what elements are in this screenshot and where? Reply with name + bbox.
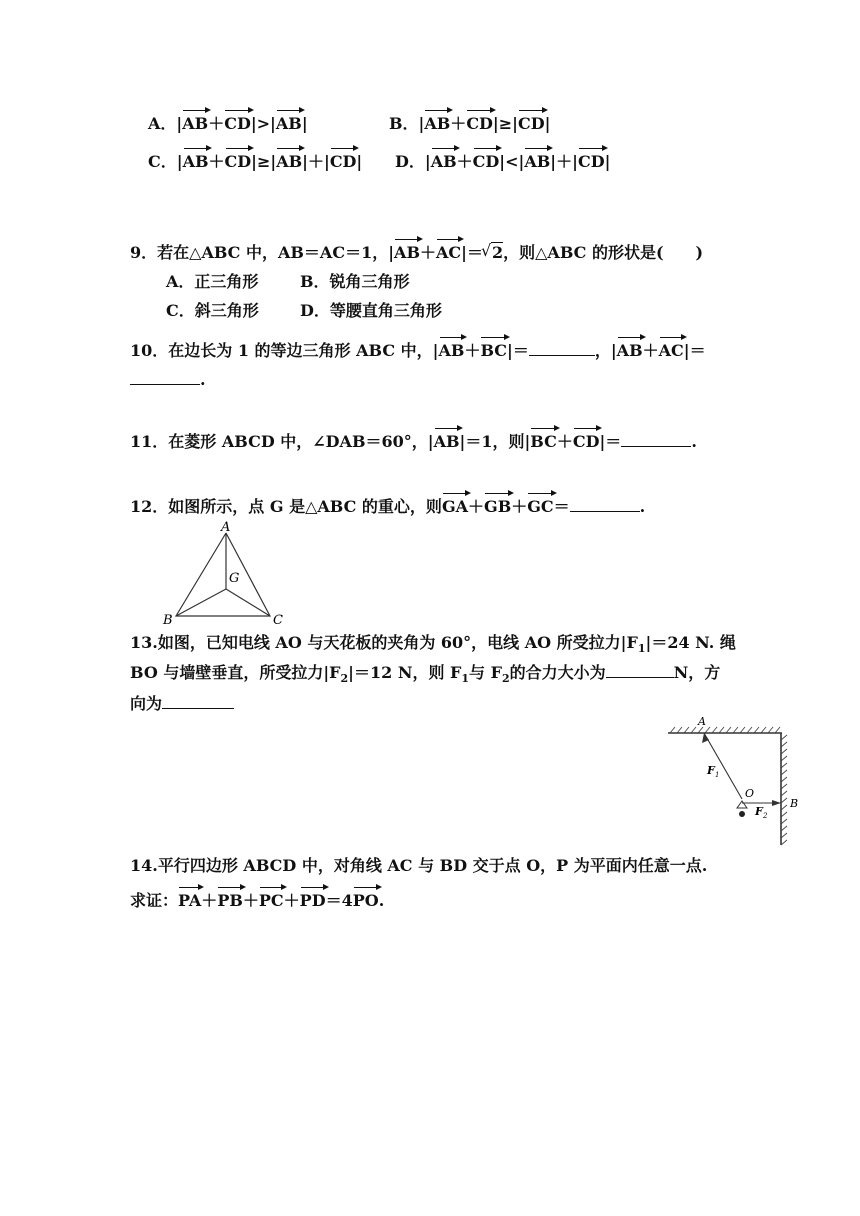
q9-stem: 9．若在△ABC 中，AB＝AC＝1，|AB＋AC|＝√ 2，则△ABC 的形状是( ) <box>130 242 703 264</box>
q11-stem: 11．在菱形 ABCD 中，∠DAB＝60°，|AB|＝1，则|BC＋CD|＝ . <box>130 432 697 451</box>
answer-blank <box>162 692 234 709</box>
q10-continuation: . <box>130 368 206 391</box>
answer-blank <box>570 495 640 512</box>
sqrt-symbol: √ 2 <box>483 242 503 264</box>
answer-blank <box>621 430 691 447</box>
q9-option-c: C．斜三角形 <box>166 301 259 320</box>
point-label-o: O <box>745 787 755 800</box>
answer-blank <box>606 661 674 678</box>
centroid-label-g: G <box>229 571 240 586</box>
vertex-label-b: B <box>163 613 173 628</box>
q10-stem: 10．在边长为 1 的等边三角形 ABC 中，|AB＋BC|＝ ，|AB＋AC|＝ <box>130 341 706 360</box>
q13-line3: 向为 <box>130 692 234 715</box>
q8-option-c: C．|AB＋CD|≥|AB|＋|CD| <box>148 152 363 171</box>
point-label-b: B <box>790 797 799 810</box>
q13-line2: BO 与墙壁垂直，所受拉力$|F_2|=12$ N，则 $F_1$与 $F_2$的合力大小为 N，方 <box>130 663 721 686</box>
answer-blank <box>130 368 200 385</box>
q8-option-a: A．|AB＋CD|>|AB| <box>148 114 308 133</box>
vertex-label-c: C <box>273 613 283 628</box>
point-label-a: A <box>698 715 706 728</box>
q13-line1: 13.如图，已知电线 AO 与天花板的夹角为 60°，电线 AO 所受拉力$|F_1|=24$ N. 绳 <box>130 633 736 656</box>
answer-blank <box>529 339 595 356</box>
q8-option-d: D．|AB＋CD|<|AB|＋|CD| <box>395 152 611 171</box>
q14-line1: 14.平行四边形 ABCD 中，对角线 AC 与 BD 交于点 O，P 为平面内任意一点. <box>130 856 708 875</box>
force-subscript-1: 1 <box>715 771 720 779</box>
q12-stem: 12．如图所示，点 G 是△ABC 的重心，则GA＋GB＋GC＝ . <box>130 497 646 516</box>
force-label-f1: F <box>707 764 715 777</box>
q14-proof-statement: 求证：PA＋PB＋PC＋PD＝4PO. <box>130 891 385 910</box>
force-diagram <box>660 712 810 852</box>
q8-option-b: B．|AB＋CD|≥|CD| <box>389 114 551 133</box>
q9-option-d: D．等腰直角三角形 <box>300 301 442 320</box>
vertex-label-a: A <box>221 520 231 535</box>
force-label-f2: F <box>755 805 763 818</box>
q9-option-b: B．锐角三角形 <box>300 272 410 291</box>
force-subscript-2: 2 <box>763 812 768 820</box>
triangle-centroid-figure <box>158 518 298 628</box>
q9-option-a: A．正三角形 <box>166 272 259 291</box>
